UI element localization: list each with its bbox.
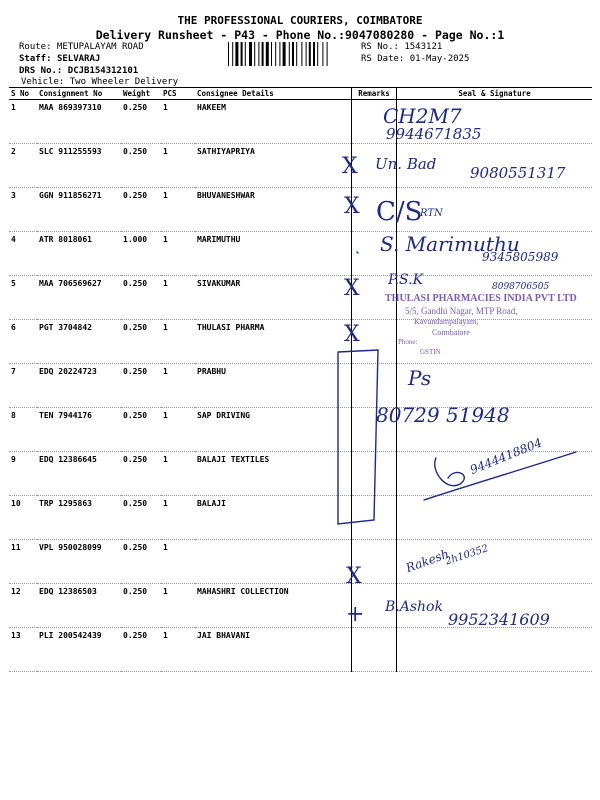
cell-sno: 8: [9, 408, 37, 452]
cell-weight: 0.250: [121, 408, 161, 452]
remark-plus-row13: +: [346, 602, 365, 627]
col-header-remarks: Remarks: [352, 88, 397, 100]
stamp-city: Coimbatore: [432, 328, 470, 337]
cell-remarks: [352, 364, 397, 408]
cell-pcs: 1: [161, 584, 195, 628]
cell-signature: [397, 496, 593, 540]
cell-consignee: BHUVANESHWAR: [195, 188, 352, 232]
remark-x-row2: X: [342, 154, 358, 179]
cell-pcs: 1: [161, 408, 195, 452]
cell-consignment: TEN 7944176: [37, 408, 121, 452]
cell-consignee: MAHASHRI COLLECTION: [195, 584, 352, 628]
signature-row7: Ps: [408, 366, 432, 390]
barcode-bar: [266, 42, 269, 66]
barcode-bar: [313, 42, 315, 66]
signature-row13: B.Ashok: [385, 599, 443, 615]
table-row: [9, 188, 592, 232]
barcode-bar: [235, 42, 238, 66]
drs-line: [19, 66, 138, 76]
cell-sno: 11: [9, 540, 37, 584]
cell-consignee: THULASI PHARMA: [195, 320, 352, 364]
cell-signature: [397, 320, 593, 364]
note-row3-sub: RTN: [420, 208, 443, 219]
cell-weight: 1.000: [121, 232, 161, 276]
cell-consignment: TRP 1295863: [37, 496, 121, 540]
cell-consignment: PGT 3704842: [37, 320, 121, 364]
signature-row5: P.S.K: [388, 272, 424, 288]
rs-number: RS No.: 1543121: [361, 42, 443, 52]
rs-date: RS Date: 01-May-2025: [361, 54, 470, 64]
barcode-bar: [254, 42, 255, 66]
phone-row9: 9444418804: [468, 435, 545, 477]
col-header-pcs: PCS: [161, 88, 195, 100]
remark-x-row3: X: [344, 194, 360, 219]
route-label: Route: METUPALAYAM ROAD: [19, 42, 144, 52]
cell-remarks: [352, 628, 397, 672]
barcode-bar: [289, 42, 290, 66]
cell-consignee: SIVAKUMAR: [195, 276, 352, 320]
cell-consignee: MARIMUTHU: [195, 232, 352, 276]
cell-consignment: EDQ 12386645: [37, 452, 121, 496]
barcode-bar: [258, 42, 259, 66]
cell-pcs: 1: [161, 364, 195, 408]
phone-row12: 2h10352: [444, 543, 490, 568]
barcode-bar: [271, 42, 272, 66]
barcode-bar: [241, 42, 243, 66]
cell-pcs: 1: [161, 100, 195, 144]
barcode-bar: [322, 42, 323, 66]
barcode-bar: [232, 42, 233, 66]
remark-x-row12: X: [346, 564, 362, 589]
cell-pcs: 1: [161, 188, 195, 232]
cell-pcs: 1: [161, 628, 195, 672]
cell-sno: 13: [9, 628, 37, 672]
cell-consignee: SAP DRIVING: [195, 408, 352, 452]
barcode-bar: [327, 42, 328, 66]
barcode-bar: [301, 42, 302, 66]
cell-weight: 0.250: [121, 100, 161, 144]
col-header-consignment: Consignment No: [37, 88, 121, 100]
signature-row1: CH2M7: [383, 104, 462, 128]
cell-sno: 7: [9, 364, 37, 408]
phone-row8: 80729 51948: [376, 403, 510, 427]
stamp-phone: Phone:: [398, 338, 418, 346]
staff-label: Staff:: [19, 54, 57, 64]
runsheet-title: Delivery Runsheet - P43 - Phone No.:9047080280 - Page No.:1: [95, 28, 505, 42]
phone-row1: 9944671835: [386, 125, 482, 143]
cell-weight: 0.250: [121, 540, 161, 584]
company-title: THE PROFESSIONAL COURIERS, COIMBATORE: [177, 14, 423, 27]
cell-weight: 0.250: [121, 584, 161, 628]
cell-weight: 0.250: [121, 144, 161, 188]
cell-sno: 12: [9, 584, 37, 628]
cell-weight: 0.250: [121, 628, 161, 672]
table-header-row: [9, 88, 592, 100]
cell-remarks: [352, 452, 397, 496]
cell-pcs: 1: [161, 276, 195, 320]
cell-sno: 2: [9, 144, 37, 188]
staff-name: SELVARAJ: [56, 54, 101, 64]
signature-row12: Rakesh: [404, 546, 451, 576]
table-row: [9, 496, 592, 540]
barcode-bar: [283, 42, 286, 66]
phone-row4: 9345805989: [482, 250, 559, 264]
drs-number: DCJB154312101: [67, 66, 139, 76]
cell-sno: 6: [9, 320, 37, 364]
barcode-bar: [245, 42, 246, 66]
barcode-bar: [296, 42, 297, 66]
cell-signature: [397, 628, 593, 672]
table-row: [9, 320, 592, 364]
cell-consignment: SLC 911255593: [37, 144, 121, 188]
cell-consignment: EDQ 12386503: [37, 584, 121, 628]
drs-label: DRS No.:: [19, 66, 68, 76]
table-row: [9, 540, 592, 584]
stamp-company: THULASI PHARMACIES INDIA PVT LTD: [385, 293, 577, 304]
cell-weight: 0.250: [121, 320, 161, 364]
cell-consignment: GGN 911856271: [37, 188, 121, 232]
remark-x-row5: X: [344, 276, 360, 301]
barcode-bar: [292, 42, 294, 66]
cell-consignee: BALAJI TEXTILES: [195, 452, 352, 496]
cell-consignment: ATR 8018061: [37, 232, 121, 276]
phone-row13: 9952341609: [448, 610, 550, 629]
table-row: [9, 364, 592, 408]
cell-consignment: MAA 706569627: [37, 276, 121, 320]
cell-pcs: 1: [161, 144, 195, 188]
cell-weight: 0.250: [121, 496, 161, 540]
stamp-address: 5/5, Gandhi Nagar, MTP Road,: [405, 306, 518, 316]
stamp-gstin: GSTIN: [420, 348, 441, 356]
barcode-bar: [262, 42, 264, 66]
cell-consignee: HAKEEM: [195, 100, 352, 144]
cell-remarks: [352, 496, 397, 540]
col-header-signature: Seal & Signature: [397, 88, 593, 100]
table-row: [9, 628, 592, 672]
cell-sno: 3: [9, 188, 37, 232]
cell-weight: 0.250: [121, 364, 161, 408]
remark-x-row6: X: [344, 322, 360, 347]
cell-weight: 0.250: [121, 188, 161, 232]
cell-sno: 10: [9, 496, 37, 540]
barcode-bar: [279, 42, 280, 66]
cell-pcs: 1: [161, 540, 195, 584]
col-header-weight: Weight: [121, 88, 161, 100]
cell-consignee: JAI BHAVANI: [195, 628, 352, 672]
cell-pcs: 1: [161, 320, 195, 364]
barcode-bar: [317, 42, 318, 66]
cell-weight: 0.250: [121, 452, 161, 496]
barcode-bar: [275, 42, 276, 66]
staff-line: [19, 54, 100, 64]
barcode-bar: [249, 42, 252, 66]
table-row: [9, 100, 592, 144]
cell-sno: 4: [9, 232, 37, 276]
cell-consignment: PLI 200542439: [37, 628, 121, 672]
phone-row5: 8098706505: [492, 282, 550, 292]
barcode-bar: [309, 42, 311, 66]
cell-consignee: [195, 540, 352, 584]
cell-consignee: PRABHU: [195, 364, 352, 408]
vehicle-label: Vehicle: Two Wheeler Delivery: [21, 77, 179, 87]
cell-pcs: 1: [161, 496, 195, 540]
signature-row4: S. Marimuthu: [380, 232, 520, 256]
cell-sno: 9: [9, 452, 37, 496]
note-row3: C/S: [376, 197, 423, 227]
col-header-consignee: Consignee Details: [195, 88, 352, 100]
cell-consignment: EDQ 20224723: [37, 364, 121, 408]
stamp-area: Kavundampalayam,: [414, 317, 479, 326]
barcode-image: [228, 42, 354, 66]
signature-row2: Un. Bad: [375, 155, 437, 173]
cell-consignee: BALAJI: [195, 496, 352, 540]
cell-sno: 1: [9, 100, 37, 144]
cell-consignment: VPL 950028099: [37, 540, 121, 584]
barcode-bar: [228, 42, 229, 66]
cell-weight: 0.250: [121, 276, 161, 320]
phone-row2: 9080551317: [470, 164, 566, 182]
cell-pcs: 1: [161, 232, 195, 276]
cell-consignment: MAA 869397310: [37, 100, 121, 144]
cell-pcs: 1: [161, 452, 195, 496]
col-header-sno: S No: [9, 88, 37, 100]
cell-consignee: SATHIYAPRIYA: [195, 144, 352, 188]
cell-sno: 5: [9, 276, 37, 320]
barcode-bar: [306, 42, 307, 66]
